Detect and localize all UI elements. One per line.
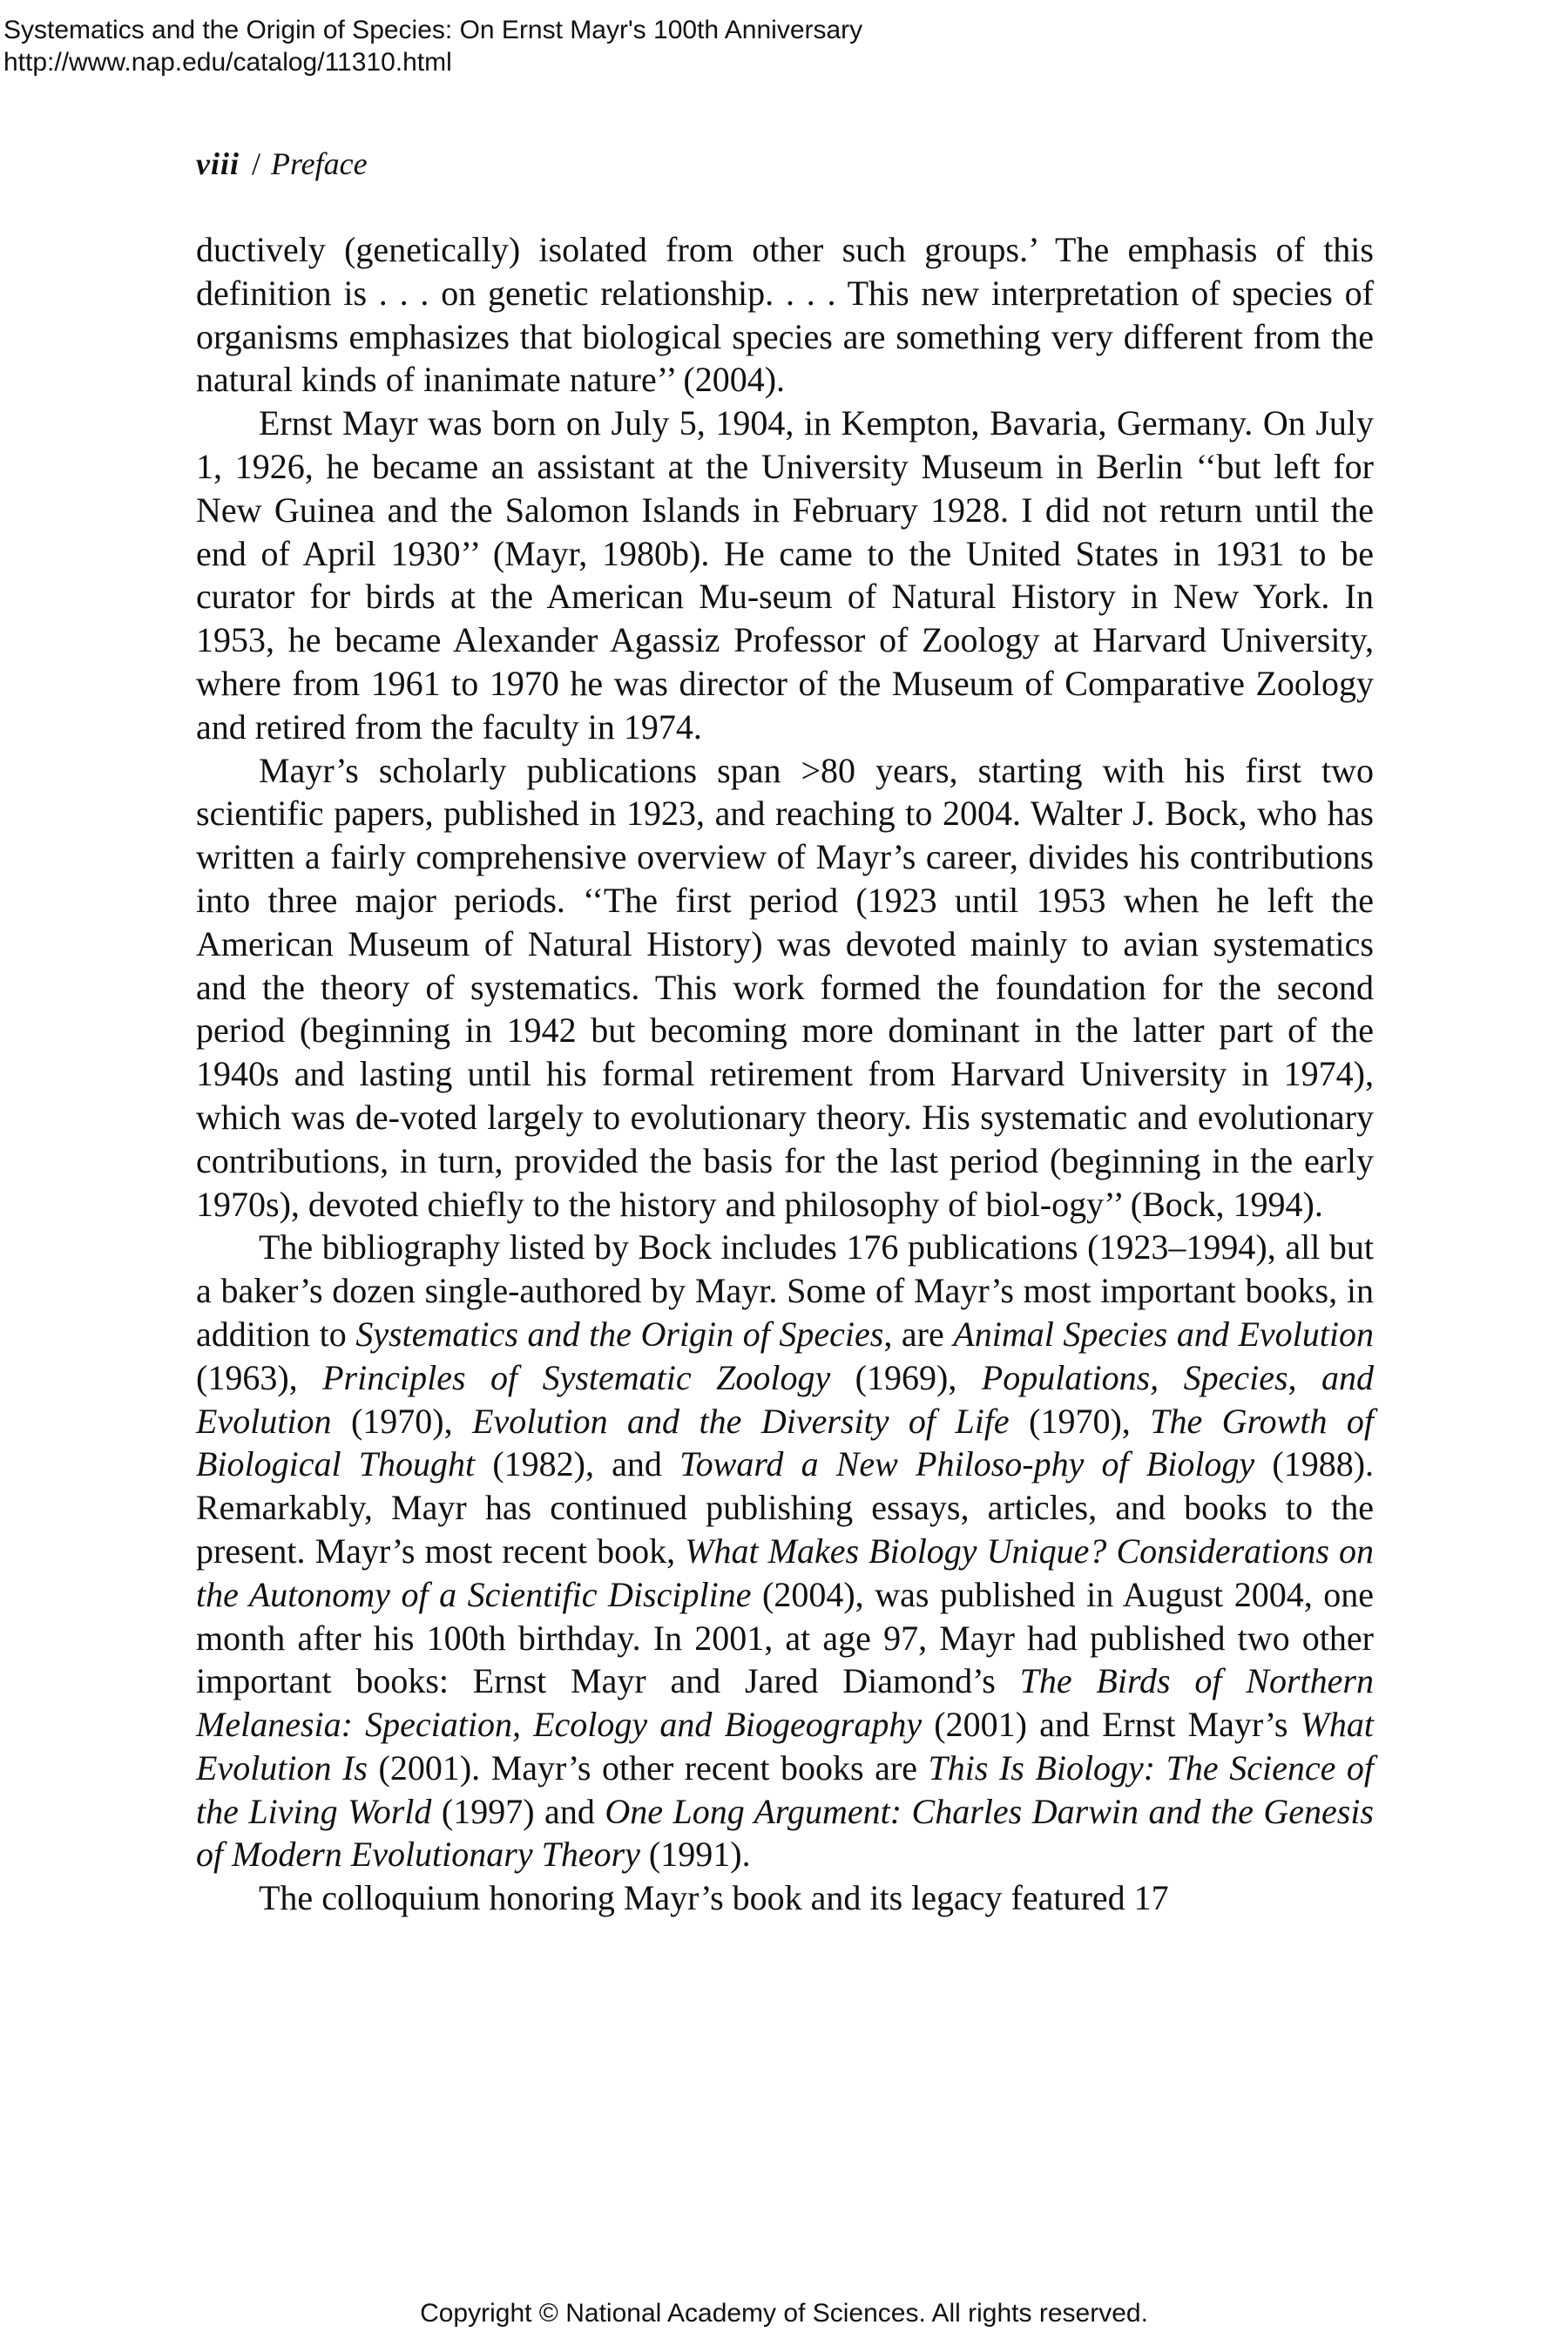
text-run: (1963), bbox=[196, 1357, 323, 1397]
italic-title: Systematics and the Origin of Species bbox=[355, 1314, 884, 1354]
text-run: (1970), bbox=[1009, 1401, 1151, 1441]
italic-title: Populations, Species, and Evolution bbox=[196, 1357, 1375, 1441]
catalog-url: http://www.nap.edu/catalog/11310.html bbox=[3, 48, 452, 77]
italic-title: Evolution and the Diversity of Life bbox=[472, 1401, 1010, 1441]
section-title: Preface bbox=[271, 146, 368, 181]
text-run: (1991). bbox=[639, 1835, 751, 1875]
page-number: viii bbox=[196, 146, 240, 181]
text-run: (1982), and bbox=[475, 1444, 680, 1484]
book-title: Systematics and the Origin of Species: On Ernst Mayr's 100th Anniversary bbox=[3, 16, 863, 44]
italic-title: One Long Argument: Charles Darwin and the Genesis of Modern Evolutionary Theory bbox=[196, 1791, 1374, 1875]
text-run: , are bbox=[883, 1314, 954, 1354]
text-run: (2001). Mayr’s other recent books are bbox=[367, 1747, 929, 1788]
body-text bbox=[196, 228, 1374, 1920]
text-run: ductively (genetically) isolated from other such groups.’ The emphasis of this definition is . . . on genetic relationship. . . . This new interpretation of species of organisms emphasizes that biological species are something very different from the natural kinds of inanimate nature’’ (2004). bbox=[196, 230, 1374, 400]
italic-title: Toward a New Philoso-phy of Biology bbox=[679, 1444, 1255, 1484]
italic-title: Principles of Systematic Zoology bbox=[322, 1357, 831, 1397]
text-run: (2004), was published in August 2004, one month after his 100th birthday. In 2001, at age 97, Mayr had published two other important books: Ernst Mayr and Jared Diamond’s bbox=[196, 1574, 1375, 1701]
italic-title: The Birds of Northern Melanesia: Speciation, Ecology and Biogeography bbox=[196, 1661, 1374, 1745]
text-run: Mayr’s scholarly publications span >80 years, starting with his first two scientific papers, published in 1923, and reaching to 2004. Walter J. Bock, who has written a fairly comprehensive overview of Mayr’s career, divides his contributions into three major periods. ‘‘The first period (1923 until 1953 when he left the American Museum of Natural History) was devoted mainly to avian systematics and the theory of systematics. This work formed the foundation for the second period (beginning in 1942 but becoming more dominant in the latter part of the 1940s and lasting until his formal retirement from Harvard University in 1974), which was de-voted largely to evolutionary theory. His systematic and evolutionary contributions, in turn, provided the basis for the last period (beginning in the early 1970s), devoted chiefly to the history and philosophy of biol-ogy’’ (Bock, 1994). bbox=[196, 750, 1374, 1224]
text-run: Ernst Mayr was born on July 5, 1904, in Kempton, Bavaria, Germany. On July 1, 1926, he became an assistant at the University Museum in Berlin ‘‘but left for New Guinea and the Salomon Islands in February 1928. I did not return until the end of April 1930’’ (Mayr, 1980b). He came to the United States in 1931 to be curator for birds at the American Mu-seum of Natural History in New York. In 1953, he became Alexander Agassiz Professor of Zoology at Harvard University, where from 1961 to 1970 he was director of the Museum of Comparative Zoology and retired from the faculty in 1974. bbox=[196, 403, 1374, 747]
text-run: (1969), bbox=[830, 1357, 982, 1397]
paragraph bbox=[196, 749, 1374, 1227]
text-run: (2001) and Ernst Mayr’s bbox=[922, 1705, 1301, 1745]
web-header bbox=[3, 14, 862, 78]
italic-title: What Makes Biology Unique? Considerations on the Autonomy of a Scientific Discipline bbox=[196, 1531, 1374, 1614]
text-run: The bibliography listed by Bock includes 176 publications (1923–1994), all but a baker’s dozen single-authored by Mayr. Some of Mayr’s most important books, in addition to bbox=[196, 1227, 1374, 1354]
paragraph bbox=[196, 228, 1374, 402]
paragraph bbox=[196, 402, 1374, 748]
running-head bbox=[196, 145, 368, 183]
italic-title: The Growth of Biological Thought bbox=[196, 1401, 1375, 1484]
text-run: (1988). Remarkably, Mayr has continued publishing essays, articles, and books to the present. Mayr’s most recent book, bbox=[196, 1444, 1375, 1571]
text-run: The colloquium honoring Mayr’s book and its legacy featured 17 bbox=[259, 1878, 1169, 1918]
italic-title: What Evolution Is bbox=[196, 1705, 1375, 1788]
text-run: (1970), bbox=[331, 1401, 473, 1441]
copyright-footer: Copyright © National Academy of Sciences. All rights reserved. bbox=[420, 2299, 1148, 2328]
text-run: (1997) and bbox=[431, 1791, 605, 1831]
paragraph bbox=[196, 1226, 1374, 1876]
running-head-separator: / bbox=[251, 146, 260, 181]
italic-title: Animal Species and Evolution bbox=[953, 1314, 1374, 1354]
paragraph bbox=[196, 1876, 1374, 1920]
italic-title: This Is Biology: The Science of the Living World bbox=[196, 1747, 1374, 1831]
